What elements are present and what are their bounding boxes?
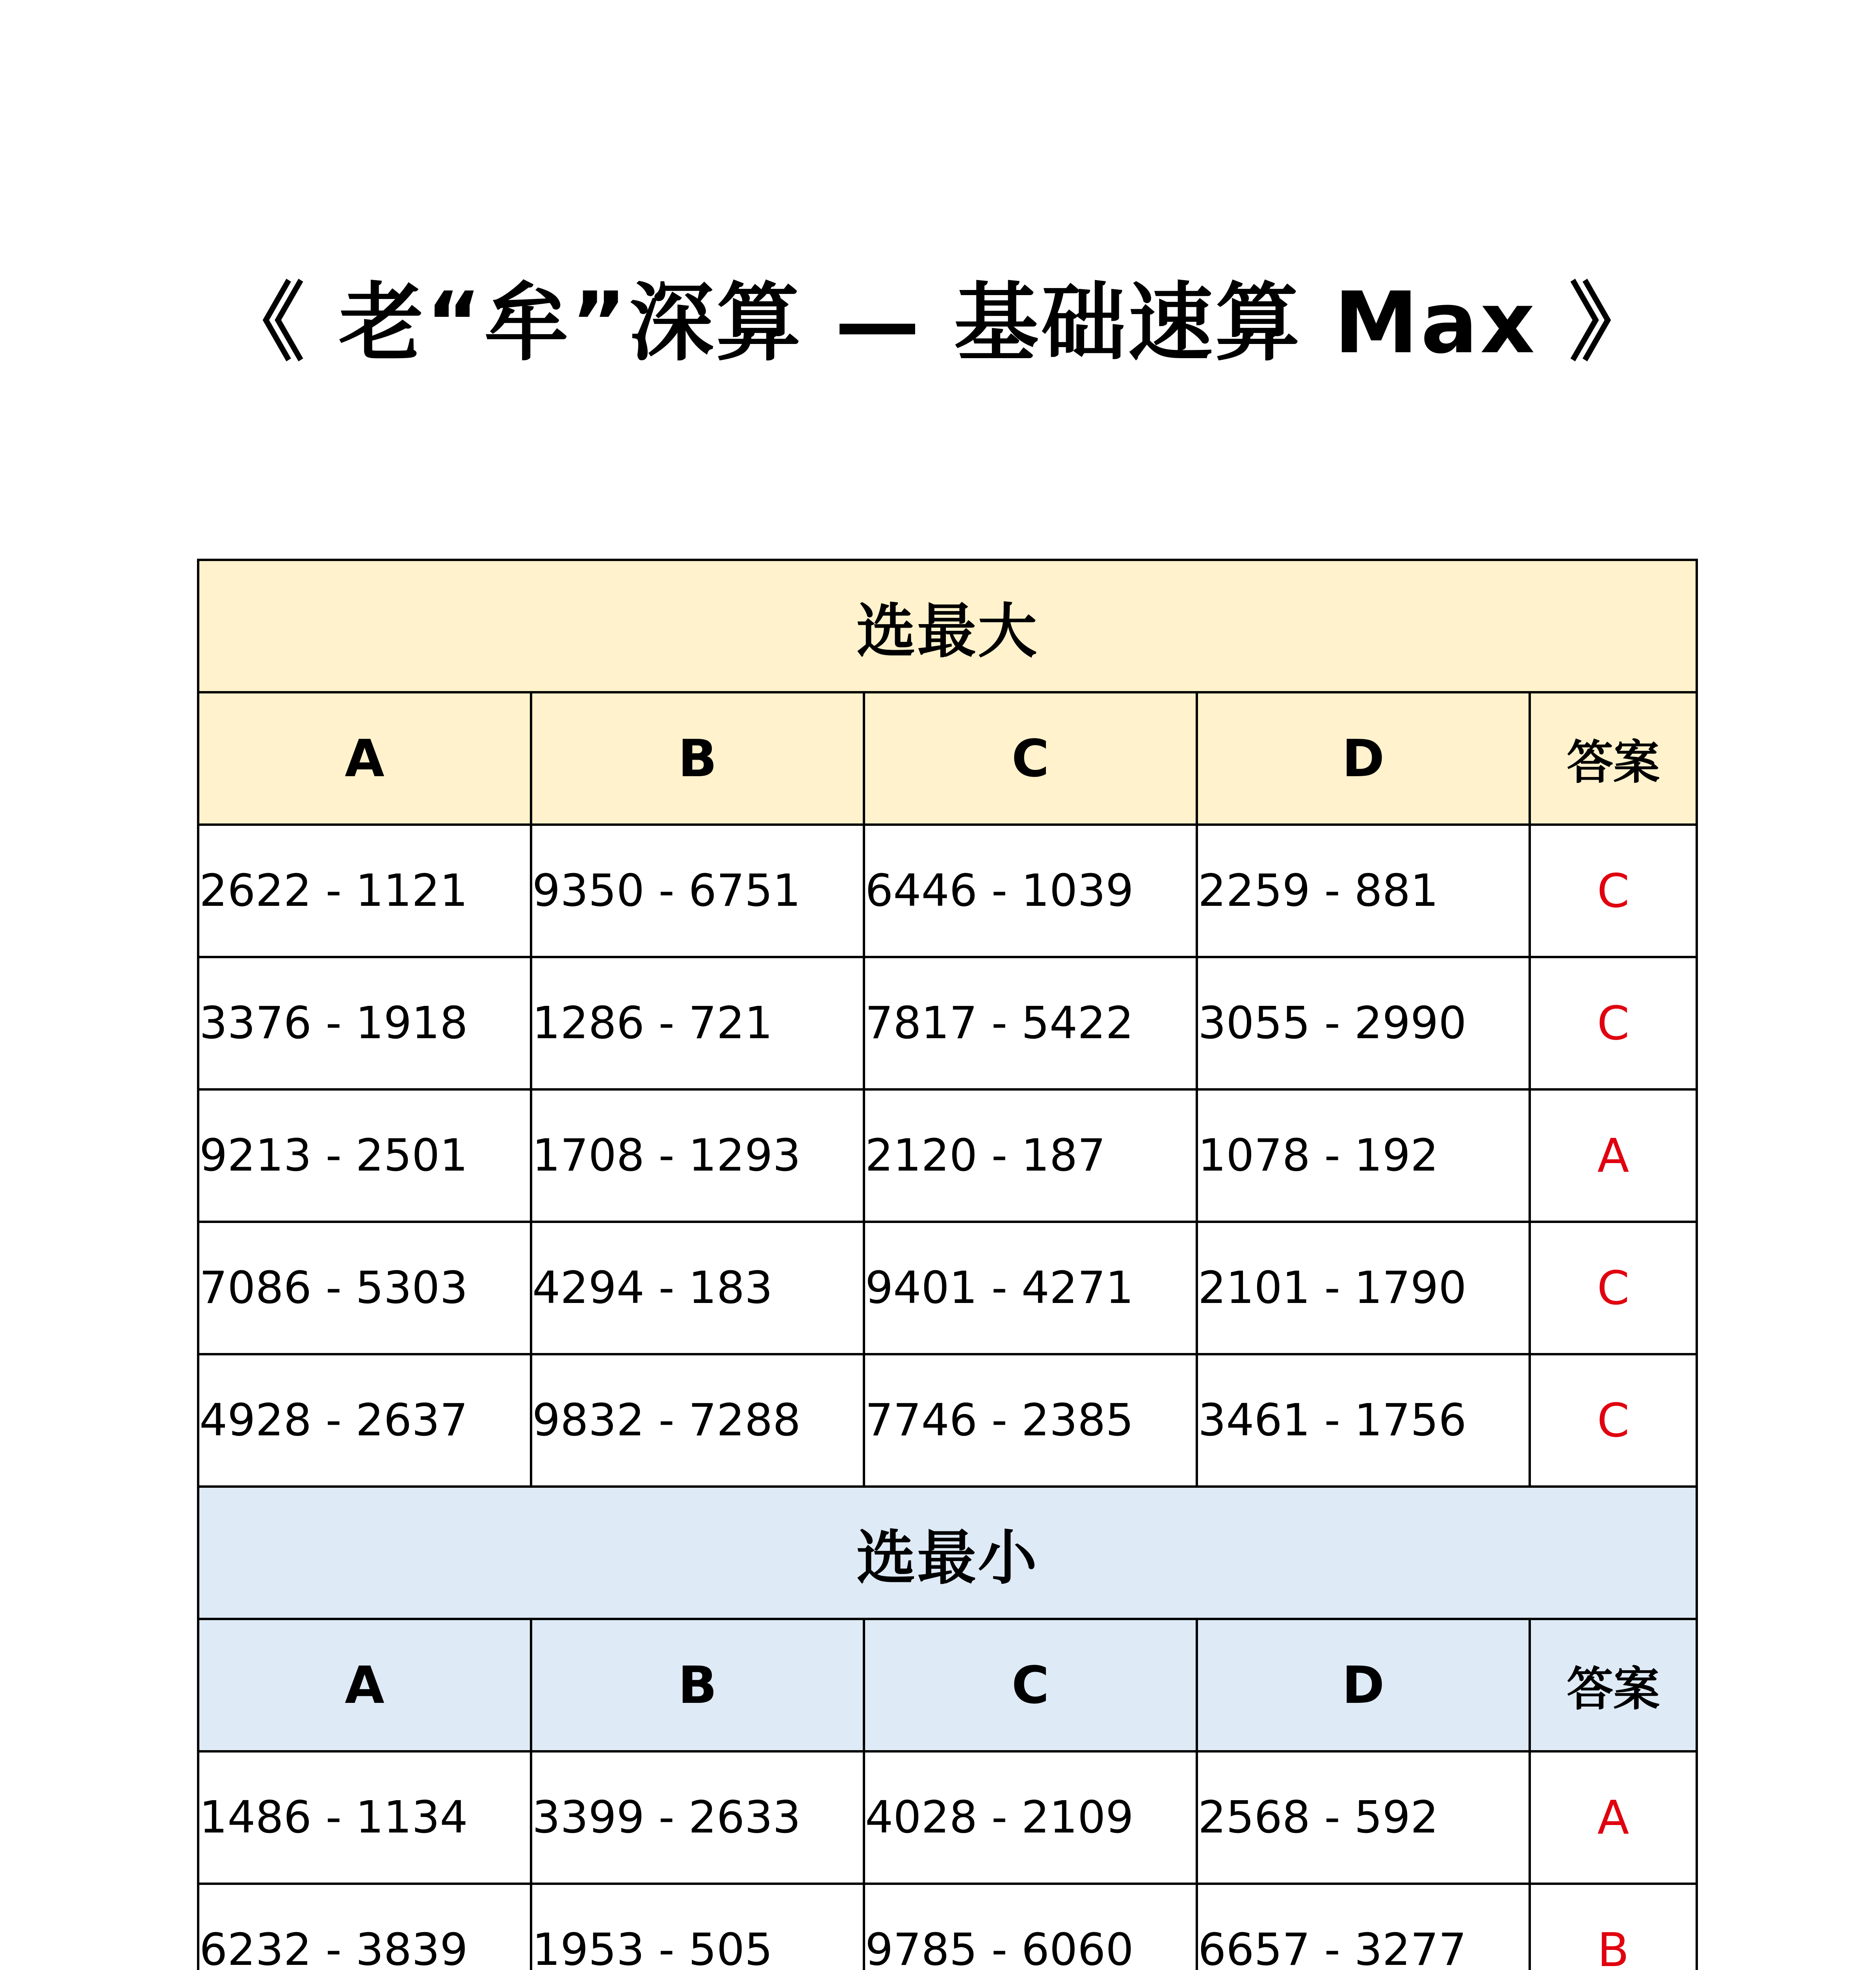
section-title-min: 选最小 [198, 1487, 1697, 1619]
option-a-cell: 1486 - 1134 [198, 1751, 531, 1884]
column-header-row [198, 1619, 1697, 1751]
option-b-cell: 1286 - 721 [531, 957, 864, 1089]
column-header-c: C [864, 692, 1197, 825]
section-title-max: 选最大 [198, 560, 1697, 692]
option-d-cell: 1078 - 192 [1197, 1089, 1530, 1222]
option-c-cell: 6446 - 1039 [864, 825, 1197, 957]
column-header-answer: 答案 [1530, 1619, 1697, 1751]
section-min [198, 1487, 1697, 1970]
table-row [198, 1089, 1697, 1222]
answer-cell: A [1530, 1751, 1697, 1884]
column-header-answer: 答案 [1530, 692, 1697, 825]
option-c-cell: 7746 - 2385 [864, 1354, 1197, 1487]
quiz-table [197, 559, 1698, 1970]
option-c-cell: 9401 - 4271 [864, 1222, 1197, 1354]
column-header-b: B [531, 692, 864, 825]
column-header-d: D [1197, 1619, 1530, 1751]
option-a-cell: 3376 - 1918 [198, 957, 531, 1089]
page-title: 《 老“牟”深算 — 基础速算 Max 》 [220, 273, 1656, 372]
answer-cell: C [1530, 957, 1697, 1089]
option-d-cell: 3461 - 1756 [1197, 1354, 1530, 1487]
table-row [198, 1354, 1697, 1487]
answer-cell: C [1530, 825, 1697, 957]
option-a-cell: 4928 - 2637 [198, 1354, 531, 1487]
option-b-cell: 3399 - 2633 [531, 1751, 864, 1884]
option-c-cell: 4028 - 2109 [864, 1751, 1197, 1884]
section-max [198, 560, 1697, 1487]
column-header-d: D [1197, 692, 1530, 825]
option-c-cell: 7817 - 5422 [864, 957, 1197, 1089]
column-header-b: B [531, 1619, 864, 1751]
option-a-cell: 7086 - 5303 [198, 1222, 531, 1354]
option-b-cell: 1953 - 505 [531, 1884, 864, 1970]
answer-cell: C [1530, 1354, 1697, 1487]
table-row [198, 957, 1697, 1089]
option-b-cell: 9350 - 6751 [531, 825, 864, 957]
option-b-cell: 4294 - 183 [531, 1222, 864, 1354]
option-d-cell: 2568 - 592 [1197, 1751, 1530, 1884]
column-header-a: A [198, 692, 531, 825]
table-row [198, 1751, 1697, 1884]
option-c-cell: 2120 - 187 [864, 1089, 1197, 1222]
column-header-c: C [864, 1619, 1197, 1751]
option-a-cell: 9213 - 2501 [198, 1089, 531, 1222]
answer-cell: C [1530, 1222, 1697, 1354]
table-row [198, 1222, 1697, 1354]
option-a-cell: 6232 - 3839 [198, 1884, 531, 1970]
option-d-cell: 3055 - 2990 [1197, 957, 1530, 1089]
option-d-cell: 2101 - 1790 [1197, 1222, 1530, 1354]
table-row [198, 1884, 1697, 1970]
option-d-cell: 2259 - 881 [1197, 825, 1530, 957]
option-c-cell: 9785 - 6060 [864, 1884, 1197, 1970]
option-b-cell: 1708 - 1293 [531, 1089, 864, 1222]
table-row [198, 825, 1697, 957]
option-a-cell: 2622 - 1121 [198, 825, 531, 957]
column-header-row [198, 692, 1697, 825]
option-d-cell: 6657 - 3277 [1197, 1884, 1530, 1970]
answer-cell: B [1530, 1884, 1697, 1970]
option-b-cell: 9832 - 7288 [531, 1354, 864, 1487]
answer-cell: A [1530, 1089, 1697, 1222]
column-header-a: A [198, 1619, 531, 1751]
